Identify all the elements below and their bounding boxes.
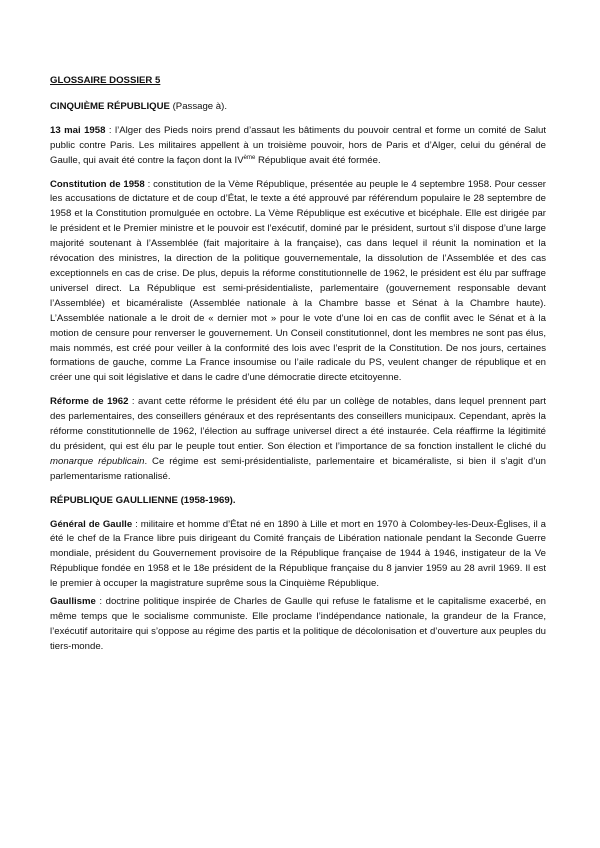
entry-gaullisme — [50, 595, 546, 655]
entry-term: 13 mai 1958 — [50, 124, 106, 136]
entry-term: Général de Gaulle — [50, 518, 133, 530]
entry-text-end: République avait été formée. — [255, 154, 381, 166]
section-heading-label: CINQUIÈME RÉPUBLIQUE — [50, 100, 170, 112]
entry-reforme-1962 — [50, 395, 546, 484]
entry-superscript: ème — [243, 154, 256, 161]
entry-text: : doctrine politique inspirée de Charles de Gaulle qui refuse le fatalisme et le capitalisme exacerbé, en même temps que le socialisme communiste. Elle proclame l’indépendance nationale, la grandeur de la France, l’exécutif autoritaire qui s’oppose au régime des partis et la politique de décolonisation et d’ouverture aux peuples du tiers-monde. — [50, 596, 546, 652]
entry-text-end: . Ce régime est semi-présidentialiste, parlementaire et bicaméraliste, si bien il s’agit d’un parlementarisme rationalisé. — [50, 455, 547, 482]
section-heading-cinquieme-republique — [50, 100, 546, 115]
section-heading-suffix: (Passage à). — [169, 100, 227, 112]
section-heading-republique-gaullienne — [50, 494, 546, 509]
entry-term: Gaullisme — [50, 596, 96, 608]
document-body — [50, 74, 546, 664]
entry-general-de-gaulle — [50, 518, 546, 593]
section-heading-label: RÉPUBLIQUE GAULLIENNE (1958-1969). — [50, 494, 236, 506]
entry-text: : avant cette réforme le président été élu par un collège de notables, dans lequel prennent part des parlementaires, des conseillers généraux et des représentants des conseillers municipaux. Cependant, après la réforme constitutionnelle de 1962, l’élection au suffrage universel direct a été instaurée. Cela réaffirme la légitimité du président, qui est élu par le peuple tout entier. Son élection et l’importance de sa fonction installent le cliché du — [50, 396, 546, 452]
entry-italic-phrase: monarque républicain — [50, 455, 145, 467]
entry-text: : l’Alger des Pieds noirs prend d’assaut les bâtiments du pouvoir central et forme un comité de Salut public contre Paris. Les militaires appellent à un troisième pouvoir, hors de Paris et d’Alger, celui du général de Gaulle, qui avait été contre la façon dont la IV — [50, 124, 546, 166]
entry-constitution-1958 — [50, 178, 546, 387]
entry-13-mai-1958 — [50, 124, 546, 169]
entry-term: Constitution de 1958 — [50, 178, 145, 190]
entry-text: : militaire et homme d’État né en 1890 à Lille et mort en 1970 à Colombey-les-Deux-Églises, il a été le chef de la France libre puis dirigeant du Comité français de Libération nationale pendant la Seconde Guerre mondiale, président du Gouvernement provisoire de la République française de 1944 à 1946, instigateur de la Ve République fondée en 1958 et le 18e président de la République française du 8 janvier 1959 au 28 avril 1969. Il est le premier à occuper la magistrature suprême sous la Cinquième République. — [50, 518, 546, 590]
entry-term: Réforme de 1962 — [50, 396, 129, 408]
entry-text: : constitution de la Vème République, présentée au peuple le 4 septembre 1958. Pour cesser les accusations de dictature et de coup d’État, le texte a été approuvé par référendum populaire le 28 septembre de 1958 et la Constitution promulguée en octobre. La Vème République est exécutive et bicéphale. Elle est dirigée par le président et le Premier ministre et le pouvoir est l’exécutif, dominé par le président, surtout s’il dispose d’une large majorité soutenant à l’Assemblée (fait majoritaire à la française), cas dans lequel il réunit la nomination et la révocation des ministres, la direction de la politique gouvernementale, la dissolution de l’Assemblée et des cas exceptionnels en cas de crise. De plus, depuis la réforme constitutionnelle de 1962, le président est élu par suffrage universel direct. La République est semi-présidentialiste, parlementaire (gouvernement responsable devant l’Assemblée) et bicaméraliste (Assemblée nationale à la Chambre basse et Sénat à la Chambre haute). L’Assemblée nationale a le droit de « dernier mot » pour le vote d’une loi en cas de conflit avec le Sénat et à la motion de censure pour renverser le gouvernement. Un Conseil constitutionnel, dont les membres ne sont pas élus, mais nommés, est créé pour veiller à la conformité des lois avec l’esprit de la Constitution. De nos jours, certaines formations de gauche, comme La France insoumise ou l’aile radicale du PS, veulent changer de république et en créer une qui soit législative et dans le cadre d’une démocratie directe etcitoyenne. — [50, 178, 546, 384]
document-title: GLOSSAIRE DOSSIER 5 — [50, 75, 161, 86]
